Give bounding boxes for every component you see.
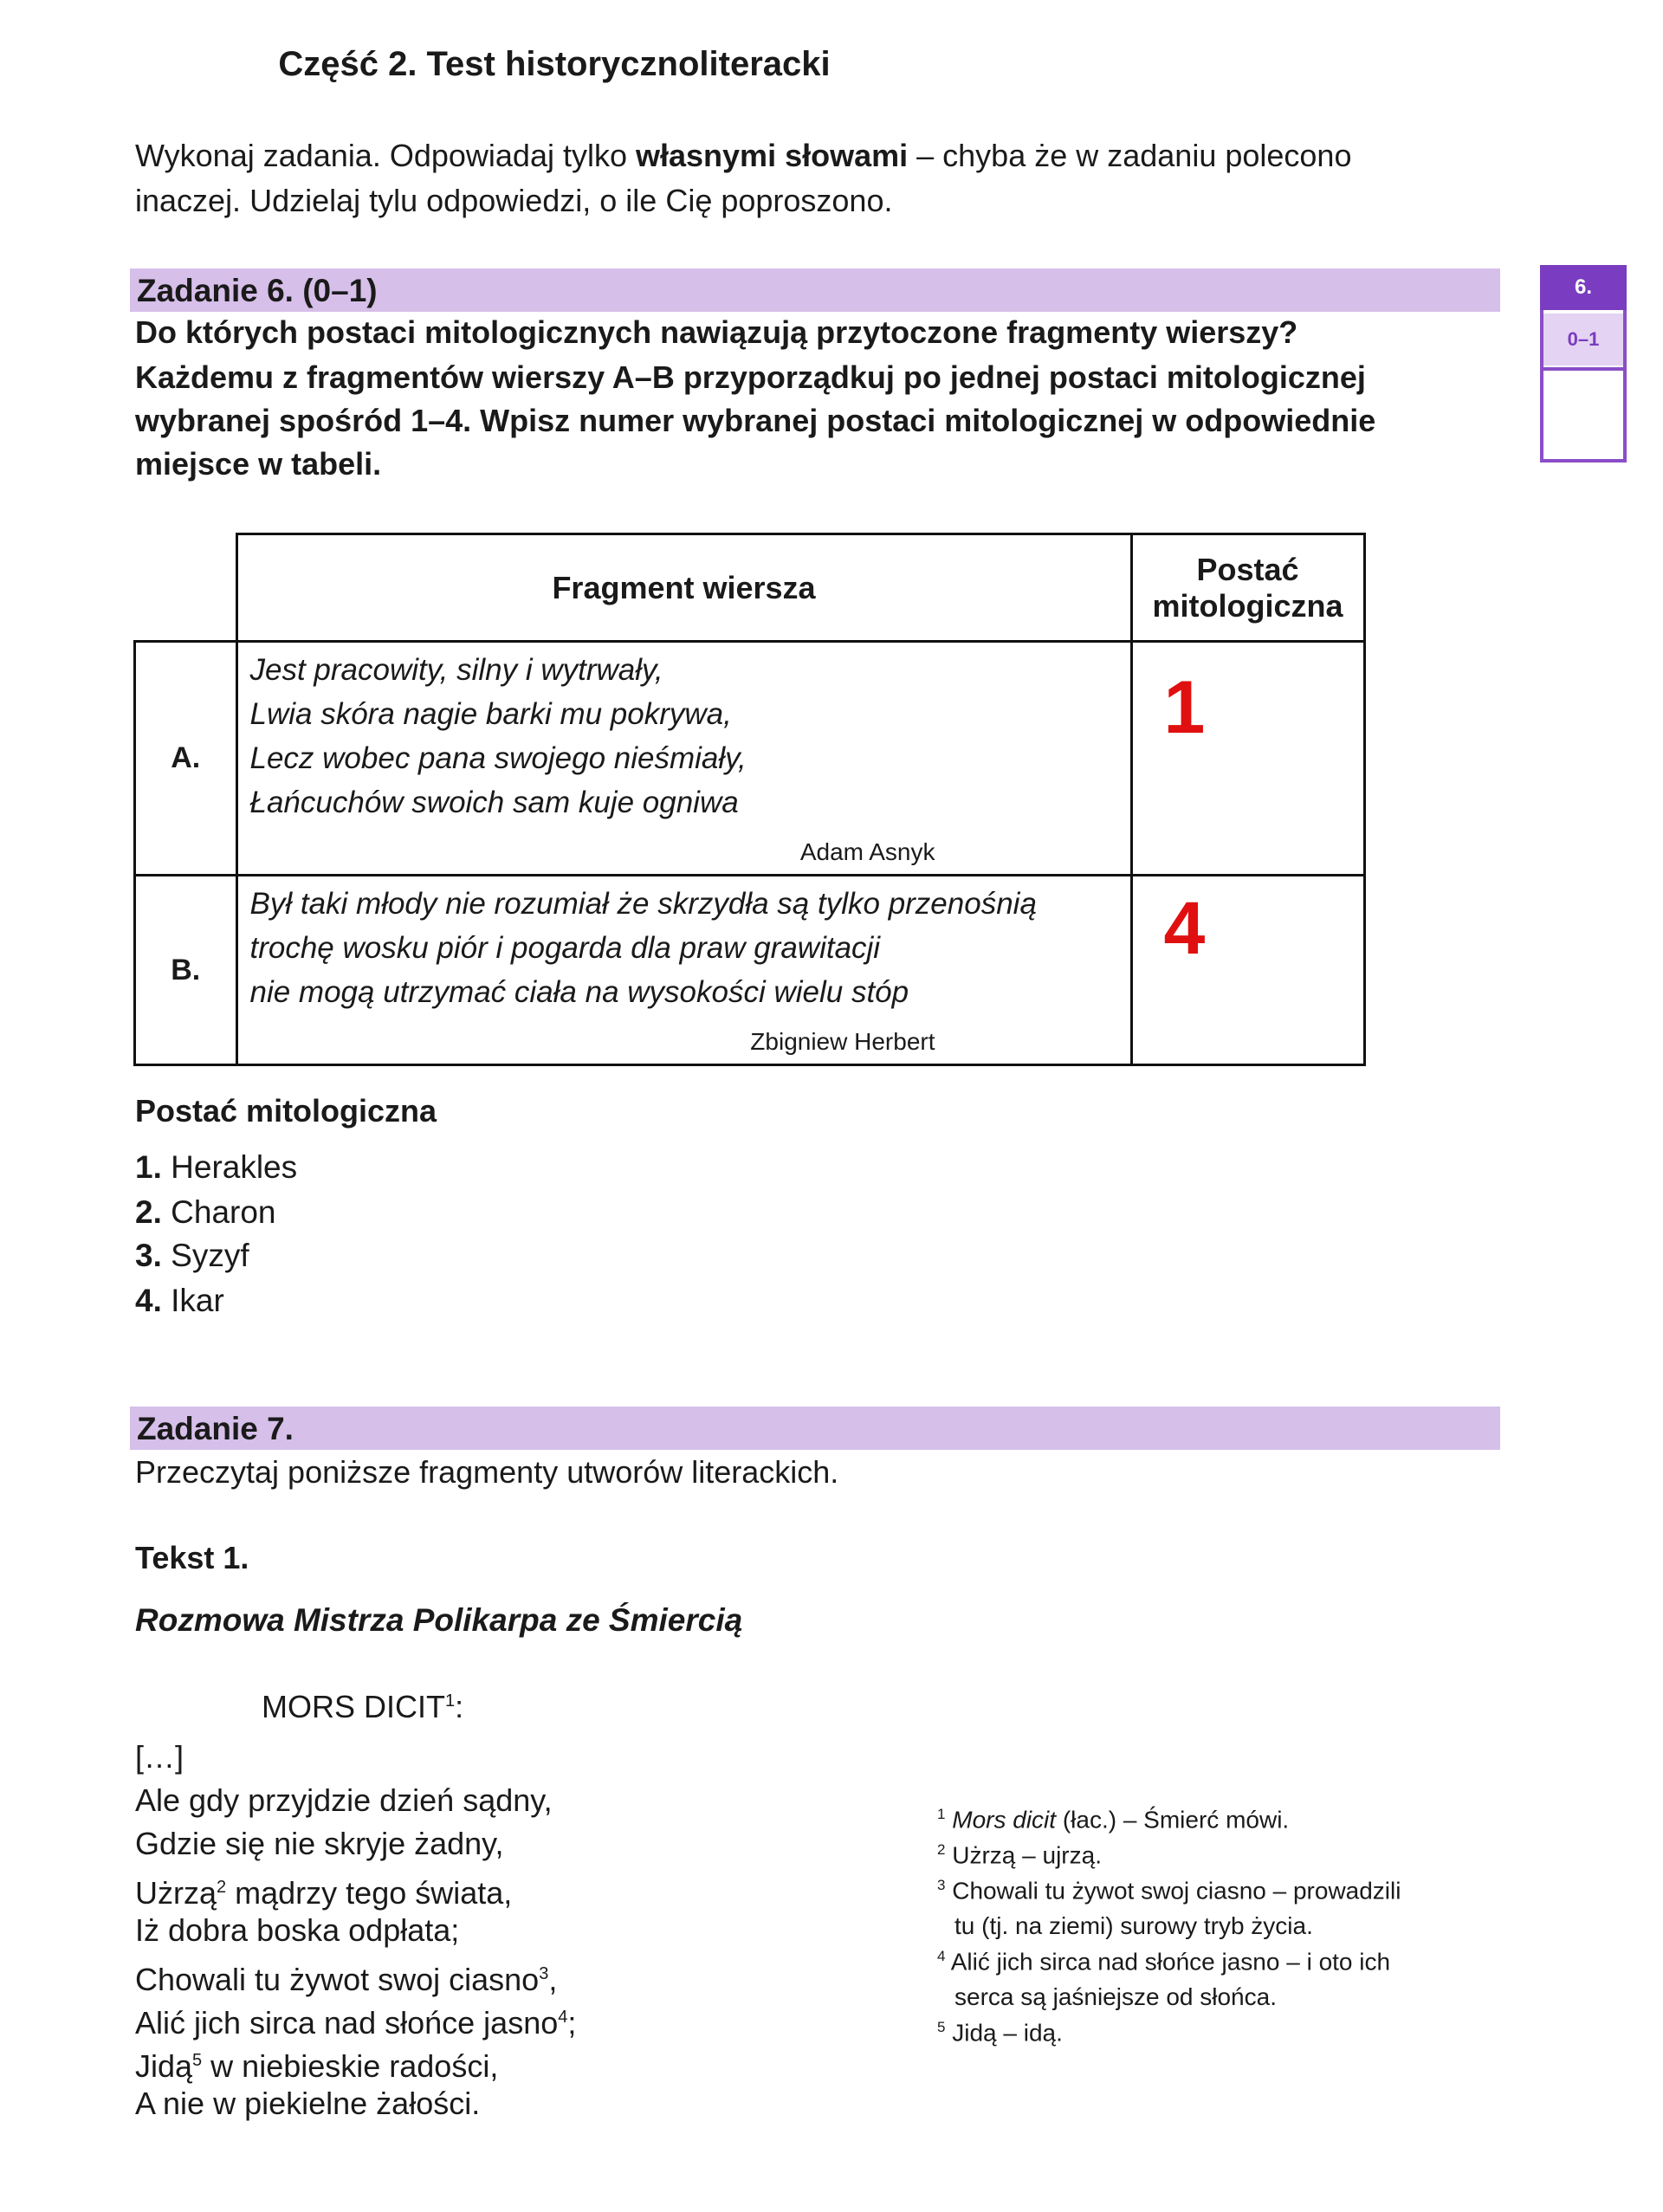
option-name: Charon (171, 1194, 276, 1230)
footnote-text: Chowali tu żywot swoj ciasno – prowadzili (952, 1877, 1401, 1905)
column-header-figure-line2: mitologiczna (1152, 587, 1343, 624)
column-header-figure-line1: Postać (1196, 551, 1299, 587)
verse-text: mądrzy tego świata, (226, 1875, 513, 1911)
poem-line: Lwia skóra nagie barki mu pokrywa, (249, 697, 732, 731)
poem-author: Adam Asnyk (799, 838, 935, 865)
poem-line: trochę wosku piór i pogarda dla praw grawitacji (249, 931, 881, 965)
option-number: 3. (135, 1238, 162, 1273)
option-name: Herakles (171, 1149, 298, 1185)
verse-text: Alić jich sirca nad słońce jasno (135, 2005, 559, 2041)
table-corner (135, 534, 237, 642)
verse-text: Gdzie się nie skryje żadny, (135, 1826, 504, 1861)
verse-text: Użrzą (135, 1875, 217, 1911)
verse-text: ; (567, 2005, 577, 2041)
ellipsis: […] (135, 1739, 184, 1775)
mors-text: MORS DICIT (262, 1689, 445, 1724)
task-6-instruction-line: Do których postaci mitologicznych nawiązują przytoczone fragmenty wierszy? (135, 314, 1298, 350)
poem-fragment-b (236, 876, 1131, 1065)
task-6-instruction-line: wybranej spośród 1–4. Wpisz numer wybranej postaci mitologicznej w odpowiednie (135, 403, 1376, 438)
poem-line: Lecz wobec pana swojego nieśmiały, (249, 741, 747, 775)
verse-line (135, 2082, 480, 2125)
verse-text: Iż dobra boska odpłata; (135, 1912, 460, 1948)
footnote-text: (łac.) – Śmierć mówi. (1056, 1806, 1290, 1834)
verse-line (135, 1866, 512, 1915)
footnote-number: 2 (937, 1841, 946, 1858)
row-label: B. (135, 876, 237, 1065)
option-name: Ikar (171, 1283, 224, 1318)
footnote-number: 5 (937, 2019, 946, 2035)
mors-colon: : (455, 1689, 464, 1724)
poem-line: Jest pracowity, silny i wytrwały, (249, 653, 663, 687)
footnote (937, 1867, 1492, 1944)
column-header-figure (1131, 534, 1364, 642)
footnote-number: 1 (937, 1806, 946, 1822)
footnote-text: serca są jaśniejsze od słońca. (954, 1983, 1277, 2011)
footnote-italic: Mors dicit (952, 1806, 1057, 1834)
verse-text: Chowali tu żywot swoj ciasno (135, 1962, 540, 1997)
footnote-text: Jidą – idą. (952, 2019, 1063, 2047)
task-6-instruction-line: miejsce w tabeli. (135, 446, 382, 482)
list-item (135, 1145, 297, 1190)
row-label: A. (135, 642, 237, 876)
footnote-ref: 1 (445, 1691, 456, 1711)
footnote-text: tu (tj. na ziemi) surowy tryb życia. (954, 1912, 1313, 1940)
task-7-instruction: Przeczytaj poniższe fragmenty utworów literackich. (135, 1454, 839, 1490)
poem-line: nie mogą utrzymać ciała na wysokości wielu stóp (249, 975, 909, 1009)
verse-text: Jidą (135, 2048, 193, 2084)
poem-fragment-a (236, 642, 1131, 876)
task-6-instruction-line: Każdemu z fragmentów wierszy A–B przyporządkuj po jednej postaci mitologicznej (135, 359, 1366, 395)
footnote-text: Alić jich sirca nad słońce jasno – i oto ich (950, 1948, 1391, 1976)
verse-line (135, 1995, 576, 2045)
options-heading: Postać mitologiczna (135, 1093, 437, 1129)
fragment-table (133, 533, 1366, 1066)
option-number: 1. (135, 1149, 162, 1185)
footnote-ref: 3 (539, 1964, 549, 1983)
answer-field[interactable]: 4 (1131, 876, 1364, 1065)
task-6-heading: Zadanie 6. (0–1) (130, 268, 1500, 312)
score-divider (1543, 367, 1623, 371)
footnote-number: 4 (937, 1948, 946, 1964)
footnote (937, 1938, 1492, 2015)
verse-line (135, 1822, 504, 1866)
verse-text: Ale gdy przyjdzie dzień sądny, (135, 1782, 553, 1818)
option-number: 2. (135, 1194, 162, 1230)
poem-author: Zbigniew Herbert (750, 1028, 935, 1055)
footnote-text: Użrzą – ujrzą. (952, 1841, 1102, 1869)
poem-line: Łańcuchów swoich sam kuje ogniwa (249, 786, 739, 819)
verse-text: A nie w piekielne żałości. (135, 2086, 481, 2121)
intro-line-2: inaczej. Udzielaj tylu odpowiedzi, o ile Cię poproszono. (135, 183, 893, 218)
footnote-ref: 4 (558, 2008, 568, 2027)
list-item (135, 1190, 276, 1235)
verse-line (135, 2039, 498, 2088)
verse-line (135, 1779, 553, 1822)
footnote-number: 3 (937, 1877, 946, 1893)
intro-text: – chyba że w zadaniu polecono (908, 138, 1352, 173)
footnote (937, 2009, 1492, 2050)
footnote-ref: 2 (217, 1878, 227, 1897)
table-row (135, 876, 1365, 1065)
intro-emphasis: własnymi słowami (636, 138, 909, 173)
verse-line (135, 1952, 557, 2002)
table-row (135, 642, 1365, 876)
verse-line (135, 1909, 459, 1952)
intro-text: Wykonaj zadania. Odpowiadaj tylko (135, 138, 636, 173)
verse-text: , (548, 1962, 558, 1997)
page-title: Część 2. Test historycznoliteracki (278, 45, 831, 83)
text-1-title: Rozmowa Mistrza Polikarpa ze Śmiercią (135, 1602, 743, 1638)
list-item (135, 1233, 249, 1278)
column-header-fragment: Fragment wiersza (236, 534, 1131, 642)
list-item (135, 1278, 224, 1323)
answer-field[interactable]: 1 (1131, 642, 1364, 876)
poem-line: Był taki młody nie rozumiał że skrzydła są tylko przenośnią (249, 887, 1037, 921)
task-7-heading: Zadanie 7. (130, 1407, 1500, 1450)
option-name: Syzyf (171, 1238, 249, 1273)
footnote-ref: 5 (192, 2051, 203, 2070)
score-range: 0–1 (1543, 314, 1623, 365)
verse-text: w niebieskie radości, (202, 2048, 499, 2084)
option-number: 4. (135, 1283, 162, 1318)
mors-dicit-heading (262, 1689, 463, 1725)
text-1-label: Tekst 1. (135, 1540, 249, 1575)
intro-line-1 (135, 133, 1486, 178)
score-task-number: 6. (1540, 265, 1627, 310)
